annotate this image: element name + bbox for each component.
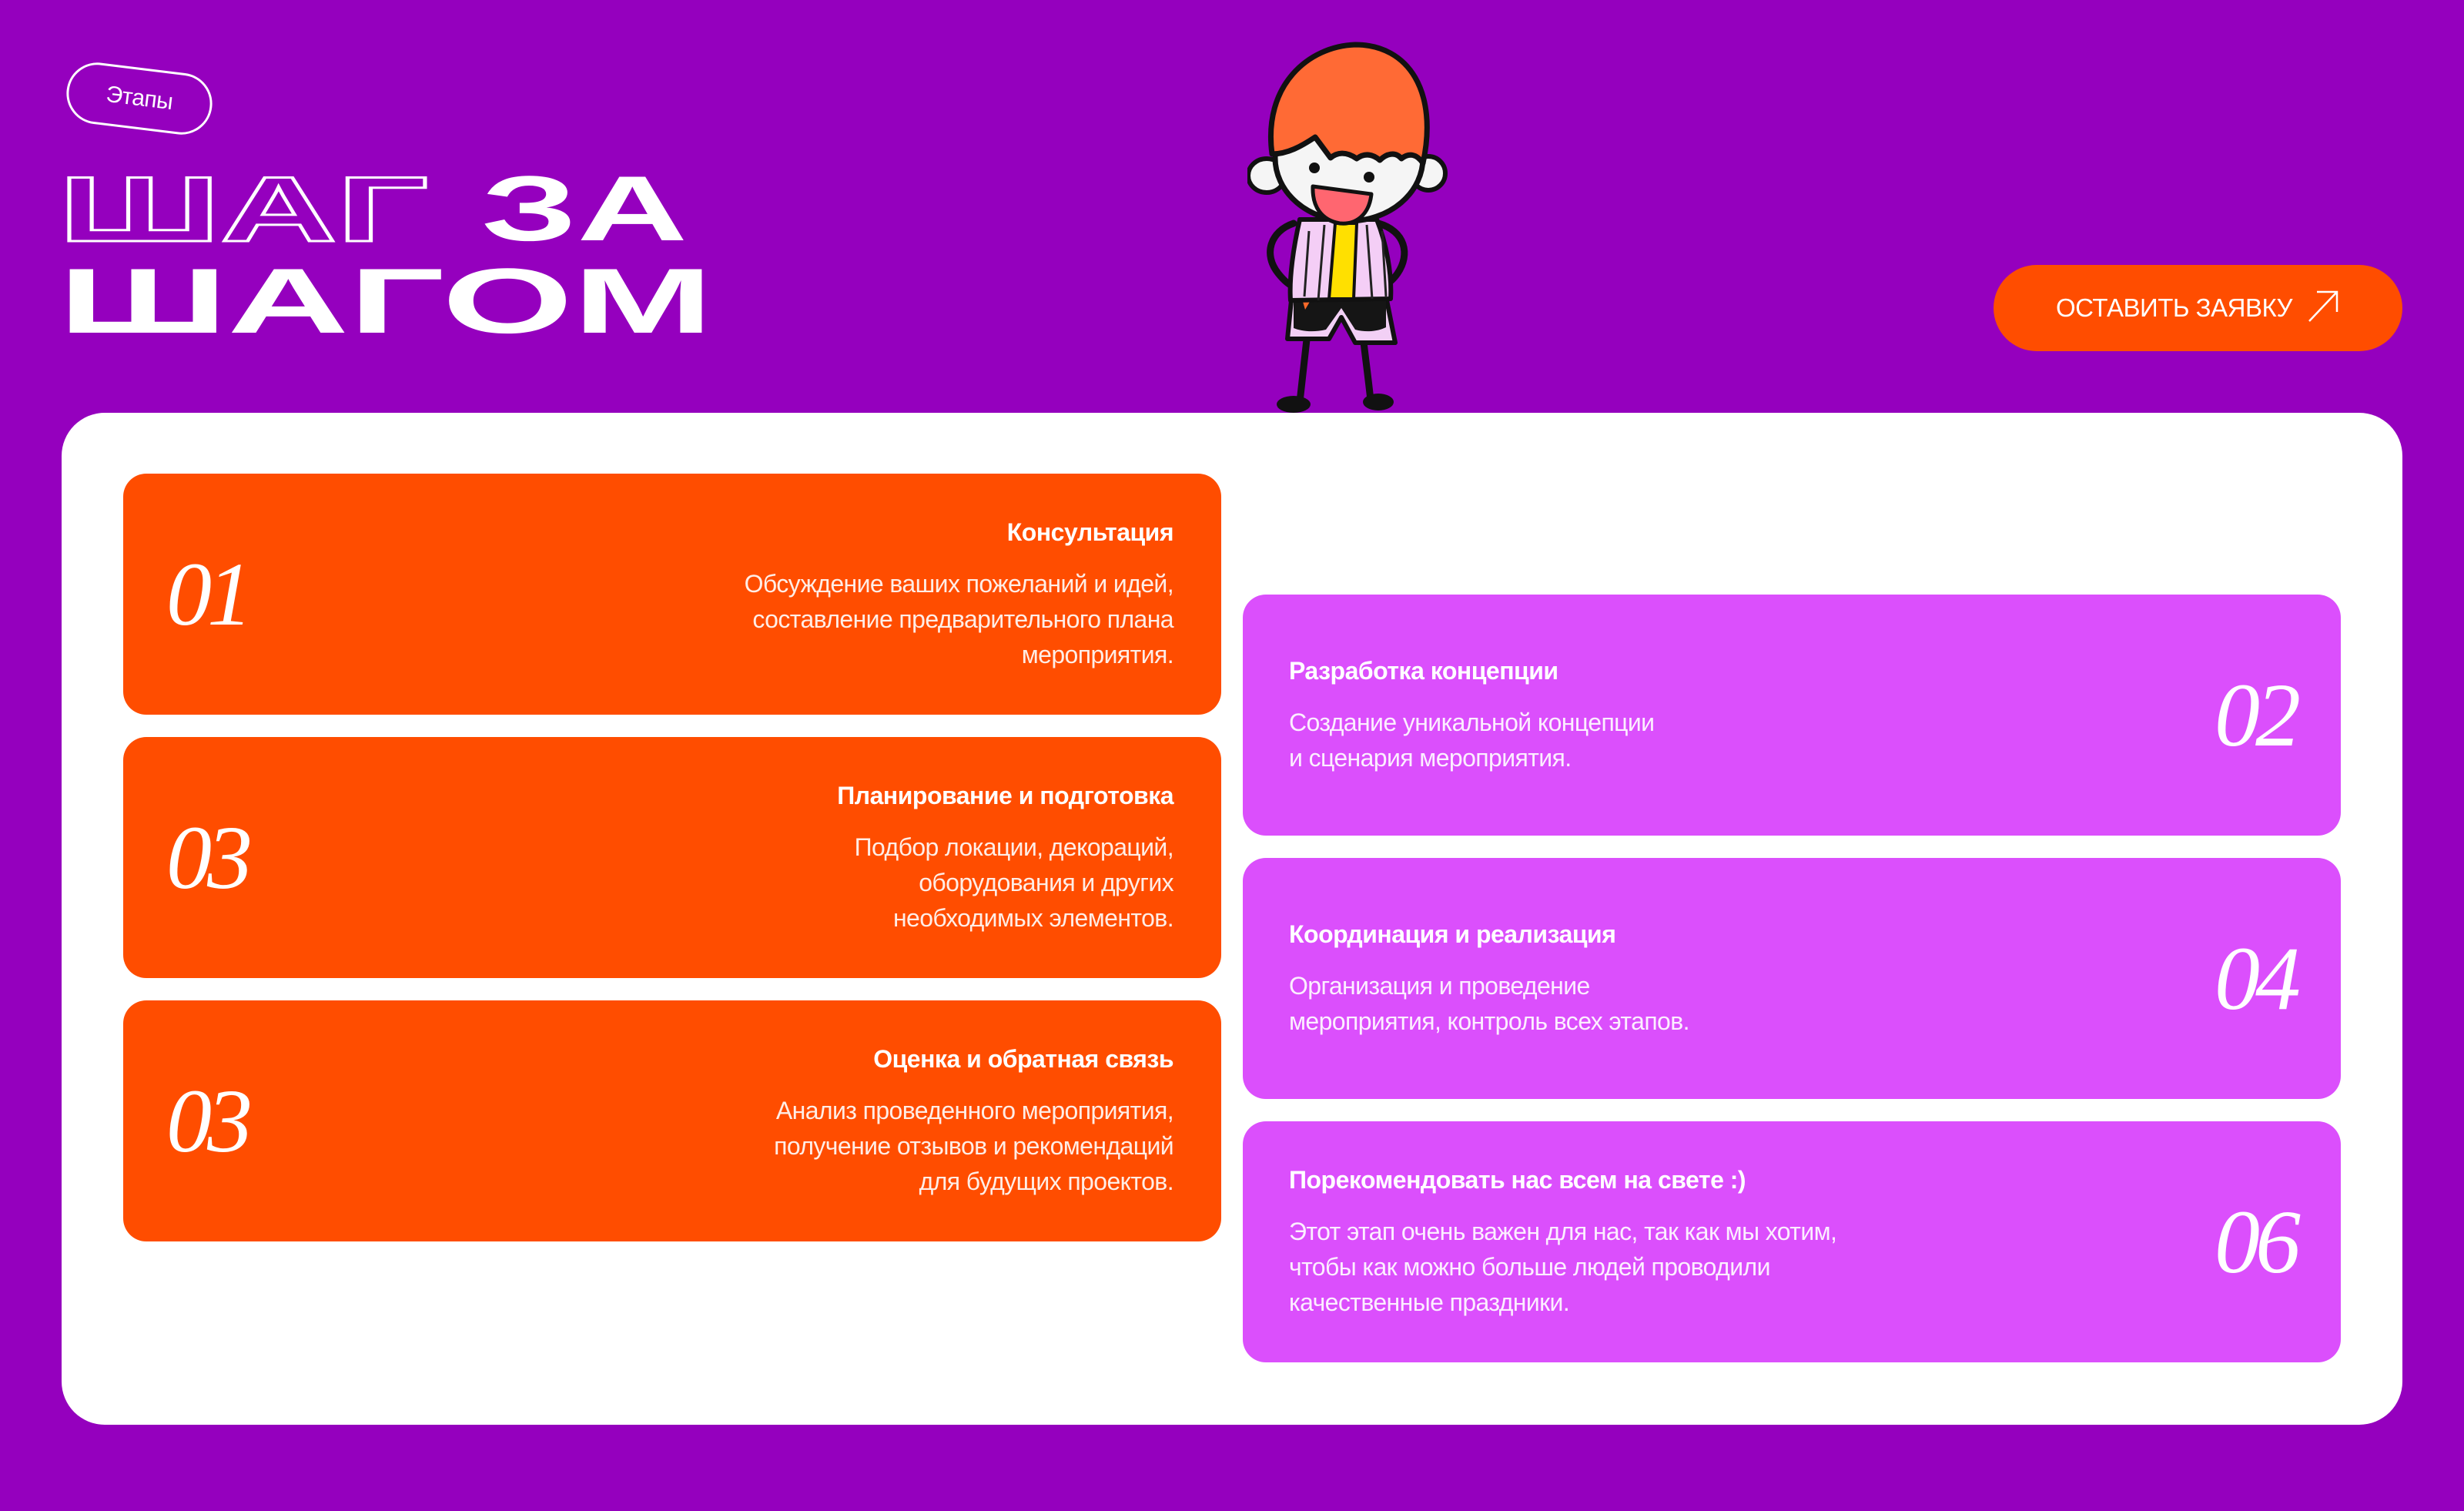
step-description-line: необходимых элементов. — [892, 903, 1173, 932]
step-title: Порекомендовать нас всем на свете :) — [1289, 1165, 1746, 1194]
step-description-line: составление предварительного плана — [752, 605, 1173, 633]
submit-request-label: ОСТАВИТЬ ЗАЯВКУ — [2055, 293, 2293, 322]
step-description-line: получение отзывов и рекомендаций — [774, 1131, 1173, 1160]
mascot-illustration — [1247, 31, 1448, 416]
step-description-line: Организация и проведение — [1289, 971, 1590, 1000]
step-card-2 — [1243, 595, 2341, 836]
step-number: 02 — [2215, 664, 2296, 766]
step-description-line: качественные праздники. — [1289, 1288, 1570, 1316]
step-number: 06 — [2215, 1191, 2296, 1292]
step-number: 04 — [2215, 927, 2296, 1029]
step-description-line: оборудования и других — [919, 868, 1173, 896]
step-description-line: Подбор локации, декораций, — [854, 833, 1173, 861]
step-title: Консультация — [1006, 518, 1173, 546]
step-number: 01 — [166, 543, 248, 645]
step-number: 03 — [166, 806, 248, 908]
page-title — [0, 0, 770, 370]
step-description-line: мероприятия. — [1021, 640, 1173, 668]
step-description-line: мероприятия, контроль всех этапов. — [1289, 1007, 1689, 1035]
step-number: 03 — [166, 1070, 248, 1171]
step-card-3 — [123, 737, 1221, 978]
step-description-line: для будущих проектов. — [919, 1167, 1173, 1195]
step-description-line: и сценария мероприятия. — [1289, 743, 1572, 772]
step-title: Координация и реализация — [1289, 920, 1616, 948]
step-title: Планирование и подготовка — [837, 781, 1173, 809]
step-description-line: Создание уникальной концепции — [1289, 708, 1655, 736]
step-card-5 — [123, 1000, 1221, 1241]
submit-request-button[interactable] — [1994, 265, 2402, 351]
step-title: Оценка и обратная связь — [873, 1044, 1173, 1073]
arrow-up-right-icon — [2306, 289, 2340, 323]
headline-line-2: ШАГОМ — [59, 250, 713, 353]
step-description-line: Обсуждение ваших пожеланий и идей, — [744, 569, 1173, 598]
step-card-1 — [123, 474, 1221, 715]
step-description-line: Анализ проведенного мероприятия, — [775, 1096, 1173, 1124]
step-description-line: чтобы как можно больше людей проводили — [1289, 1252, 1770, 1281]
step-card-4 — [1243, 858, 2341, 1099]
stage-tag-label: Этапы — [104, 81, 175, 116]
headline-outline-word: ШАГ — [59, 158, 428, 261]
step-title: Разработка концепции — [1289, 656, 1558, 685]
headline-solid-word: ЗА — [481, 157, 688, 260]
step-card-6 — [1243, 1121, 2341, 1362]
step-description-line: Этот этап очень важен для нас, так как мы хотим, — [1289, 1217, 1837, 1245]
